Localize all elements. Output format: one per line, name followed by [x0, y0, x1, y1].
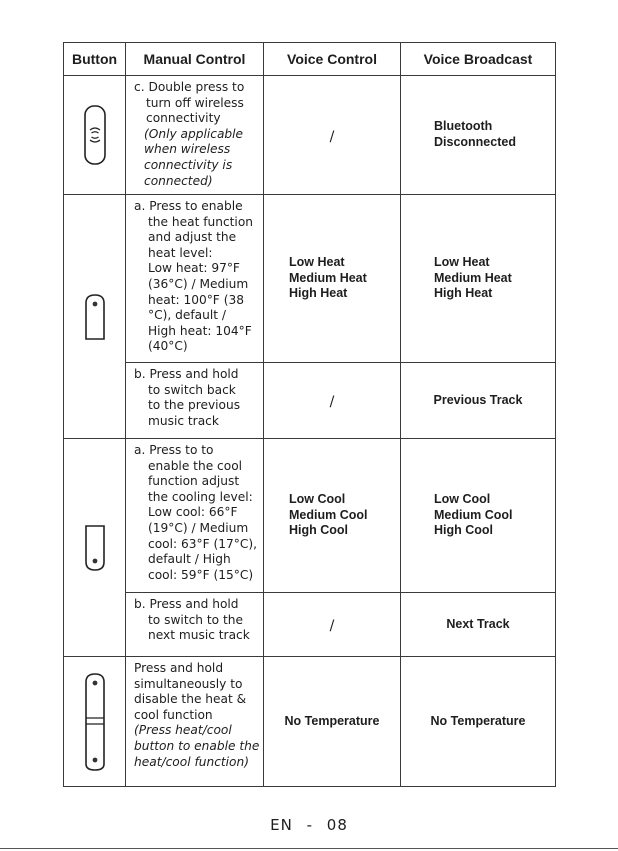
- voice-control-line: High Cool: [289, 523, 349, 538]
- voice-control-previous-track: [264, 363, 401, 439]
- manual-text-line: cool: 59°F (15°C): [148, 567, 254, 582]
- voice-control-value: /: [329, 394, 335, 410]
- manual-control-wireless: [126, 76, 264, 195]
- manual-note-line: (Press heat/cool: [134, 723, 232, 738]
- heat-cool-button-icon: [82, 672, 108, 772]
- table-row-heat: [64, 195, 556, 363]
- manual-control-heat: [126, 195, 264, 363]
- voice-control-cool: [264, 439, 401, 593]
- cool-button-icon: [82, 524, 108, 572]
- voice-control-next-track: [264, 593, 401, 657]
- voice-broadcast-no-temperature: No Temperature: [401, 657, 556, 787]
- manual-text-line: default / High: [148, 552, 231, 567]
- wireless-button-icon: [82, 104, 108, 166]
- manual-text-line: Low heat: 97°F: [148, 261, 240, 276]
- bottom-divider: [0, 848, 618, 849]
- manual-text-line: cool function: [134, 707, 213, 722]
- table-row-cool: [64, 439, 556, 593]
- table-header-row: [64, 43, 556, 76]
- manual-text-line: Low cool: 66°F: [148, 505, 238, 520]
- header-button: Button: [64, 43, 126, 76]
- manual-control-no-temperature: [126, 657, 264, 787]
- manual-text-line: High heat: 104°F: [148, 323, 252, 338]
- manual-text-line: to switch to the: [148, 612, 244, 627]
- voice-control-line: Low Cool: [289, 492, 346, 507]
- manual-text-line: cool: 63°F (17°C),: [148, 536, 257, 551]
- voice-broadcast-cool: [401, 439, 556, 593]
- footer-page-number: 08: [326, 816, 348, 834]
- manual-text-line: simultaneously to: [134, 676, 243, 691]
- voice-control-heat: [264, 195, 401, 363]
- voice-broadcast-line: Disconnected: [434, 135, 516, 149]
- voice-control-line: Medium Heat: [289, 270, 367, 285]
- voice-control-value: /: [329, 618, 335, 634]
- manual-text-line: (19°C) / Medium: [148, 520, 249, 535]
- manual-text-line: the heat function: [148, 214, 254, 229]
- voice-broadcast-line: Medium Heat: [434, 270, 512, 285]
- voice-broadcast-wireless: [401, 76, 556, 195]
- manual-text-line: (36°C) / Medium: [148, 276, 249, 291]
- manual-text-line: heat: 100°F (38: [148, 292, 244, 307]
- voice-broadcast-line: Bluetooth: [434, 119, 493, 134]
- manual-text-line: to switch back: [148, 382, 236, 397]
- button-cell-heat: [64, 195, 126, 439]
- manual-text-line: b. Press and hold: [134, 367, 239, 381]
- manual-text-line: (40°C): [148, 339, 188, 354]
- manual-text-line: function adjust: [148, 474, 240, 489]
- manual-note-line: connectivity is: [144, 157, 233, 172]
- header-manual-control: Manual Control: [126, 43, 264, 76]
- manual-text-line: disable the heat &: [134, 692, 247, 707]
- table-row-previous-track: [64, 363, 556, 439]
- voice-broadcast-line: High Cool: [434, 523, 494, 538]
- page-footer: [0, 816, 618, 834]
- manual-control-cool: [126, 439, 264, 593]
- table-row-wireless: [64, 76, 556, 195]
- manual-text-line: next music track: [148, 628, 250, 643]
- manual-note-line: connected): [144, 173, 213, 188]
- voice-control-line: High Heat: [289, 286, 348, 301]
- voice-control-line: Low Heat: [289, 255, 345, 270]
- manual-text-line: °C), default /: [148, 308, 226, 323]
- button-cell-wireless: [64, 76, 126, 195]
- manual-text-line: a. Press to to: [134, 443, 214, 457]
- voice-broadcast-line: Low Cool: [434, 492, 491, 507]
- voice-control-value: /: [329, 128, 335, 145]
- voice-broadcast-line: Low Heat: [434, 255, 490, 270]
- manual-text-line: the cooling level:: [148, 489, 253, 504]
- manual-text-line: Press and hold: [134, 661, 224, 675]
- voice-broadcast-next-track: Next Track: [401, 593, 556, 657]
- manual-text-line: b. Press and hold: [134, 597, 239, 611]
- voice-control-line: Medium Cool: [289, 507, 368, 522]
- footer-language: EN: [270, 816, 293, 834]
- manual-text-line: enable the cool: [148, 458, 243, 473]
- manual-note-line: (Only applicable: [144, 126, 244, 141]
- voice-broadcast-heat: [401, 195, 556, 363]
- manual-text-line: to the previous: [148, 398, 241, 413]
- header-voice-control: Voice Control: [264, 43, 401, 76]
- manual-text-line: c. Double press to: [134, 80, 245, 94]
- voice-control-wireless: [264, 76, 401, 195]
- voice-broadcast-line: Medium Cool: [434, 507, 513, 522]
- manual-note-line: when wireless: [144, 142, 231, 157]
- button-cell-cool: [64, 439, 126, 657]
- header-voice-broadcast: Voice Broadcast: [401, 43, 556, 76]
- manual-note-line: heat/cool function): [134, 754, 249, 769]
- voice-broadcast-line: High Heat: [434, 286, 493, 301]
- table-row-next-track: [64, 593, 556, 657]
- button-cell-heat-cool: [64, 657, 126, 787]
- manual-text-line: heat level:: [148, 245, 213, 260]
- footer-separator: -: [306, 816, 314, 834]
- manual-text-line: and adjust the: [148, 230, 237, 245]
- manual-text-line: turn off wireless: [146, 95, 244, 110]
- manual-note-line: button to enable the: [134, 738, 260, 753]
- heat-button-icon: [82, 293, 108, 341]
- manual-control-next-track: [126, 593, 264, 657]
- manual-text-line: connectivity: [146, 111, 221, 126]
- manual-control-previous-track: [126, 363, 264, 439]
- manual-text-line: music track: [148, 413, 219, 428]
- voice-broadcast-previous-track: Previous Track: [401, 363, 556, 439]
- table-row-no-temperature: [64, 657, 556, 787]
- voice-control-no-temperature: No Temperature: [264, 657, 401, 787]
- manual-text-line: a. Press to enable: [134, 199, 243, 213]
- control-table: [63, 42, 556, 787]
